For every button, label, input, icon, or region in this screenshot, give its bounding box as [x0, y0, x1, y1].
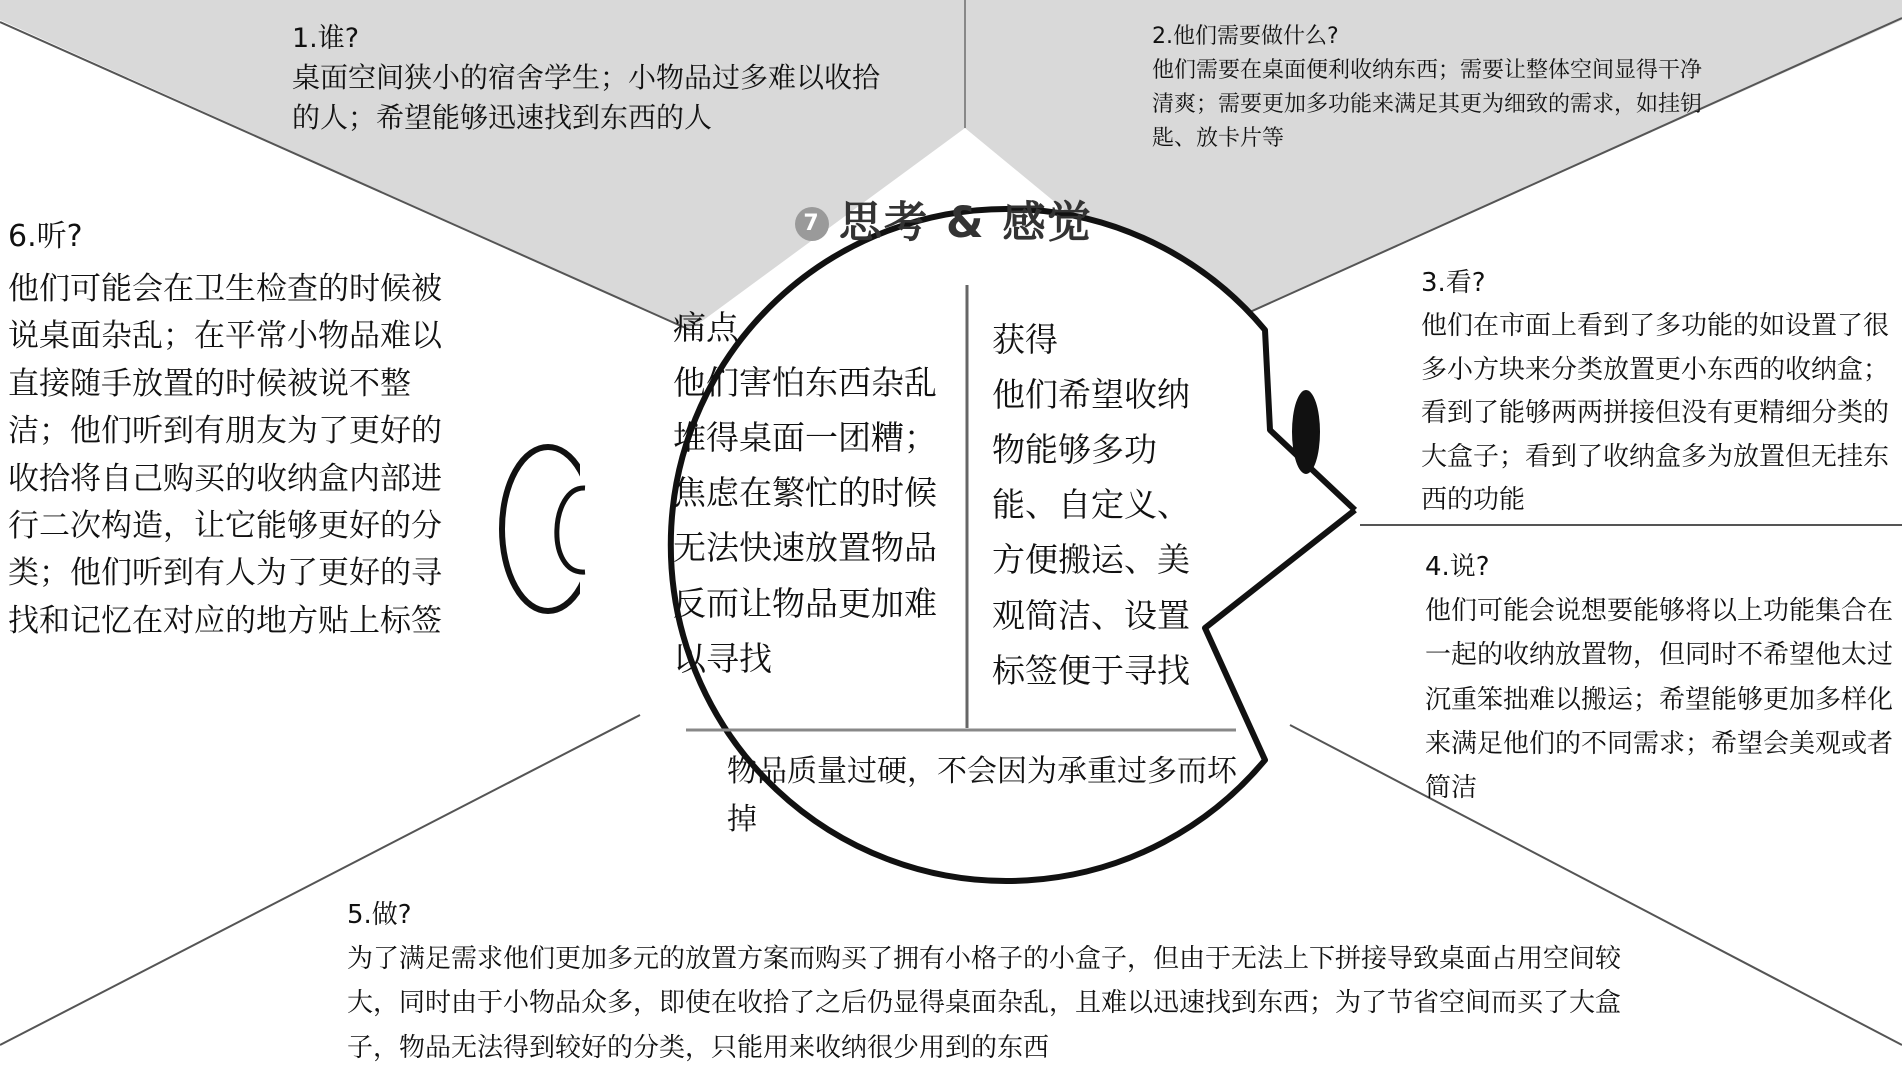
section-needs-title: 2.他们需要做什么?: [1152, 24, 1339, 49]
gains: [992, 312, 1212, 698]
ear-mask: [580, 440, 620, 620]
section-hear-body: 他们可能会在卫生检查的时候被说桌面杂乱；在平常小物品难以直接随手放置的时候被说不整洁；他们听到有朋友为了更好的收拾将自己购买的收纳盒内部进行二次构造，让它能够更好的分类；他们听到有人为了更好的寻找和记忆在对应的地方贴上标签: [8, 270, 442, 639]
pain-points-title: 痛点: [673, 308, 739, 347]
section-do-body: 为了满足需求他们更加多元的放置方案而购买了拥有小格子的小盒子，但由于无法上下拼接导致桌面占用空间较大，同时由于小物品众多，即使在收拾了之后仍显得桌面杂乱，且难以迅速找到东西；为了节省空间而买了大盒子，物品无法得到较好的分类，只能用来收纳很少用到的东西: [347, 944, 1622, 1063]
section-do-title: 5.做?: [347, 900, 412, 930]
section-see-title: 3.看?: [1421, 268, 1486, 298]
think-feel-title: [795, 193, 1092, 254]
section-say-body: 他们可能会说想要能够将以上功能集合在一起的收纳放置物，但同时不希望他太过沉重笨拙难以搬运；希望能够更加多样化来满足他们的不同需求；希望会美观或者简洁: [1425, 596, 1894, 803]
section-hear-title: 6.听?: [8, 219, 83, 254]
section-see-body: 他们在市面上看到了多功能的如设置了很多小方块来分类放置更小东西的收纳盒；看到了能够两两拼接但没有更精细分类的大盒子；看到了收纳盒多为放置但无挂东西的功能: [1421, 311, 1890, 516]
think-feel-title-text: 思考 & 感觉: [839, 198, 1093, 248]
gains-title: 获得: [992, 320, 1058, 359]
section-hear: [8, 214, 448, 645]
section-say: [1425, 545, 1895, 810]
section-needs: [1152, 20, 1712, 156]
quality-note: 物品质量过硬，不会因为承重过多而坏掉: [727, 754, 1237, 837]
eye-icon: [1292, 390, 1320, 474]
section-say-title: 4.说?: [1425, 552, 1490, 582]
gains-body: 他们希望收纳物能够多功能、自定义、方便搬运、美观简洁、设置标签便于寻找: [992, 375, 1190, 690]
think-feel-number-badge: 7: [795, 207, 829, 241]
pain-points: [673, 300, 963, 686]
section-do: [347, 893, 1647, 1070]
section-who-title: 1.谁?: [292, 23, 360, 54]
pain-points-body: 他们害怕东西杂乱堆得桌面一团糟；焦虑在繁忙的时候无法快速放置物品反而让物品更加难以寻找: [673, 363, 937, 678]
section-who-body: 桌面空间狭小的宿舍学生；小物品过多难以收拾的人；希望能够迅速找到东西的人: [292, 61, 881, 135]
section-see: [1421, 262, 1891, 522]
section-who: [292, 20, 892, 138]
section-needs-body: 他们需要在桌面便利收纳东西；需要让整体空间显得干净清爽；需要更加多功能来满足其更为细致的需求，如挂钥匙、放卡片等: [1152, 58, 1703, 152]
